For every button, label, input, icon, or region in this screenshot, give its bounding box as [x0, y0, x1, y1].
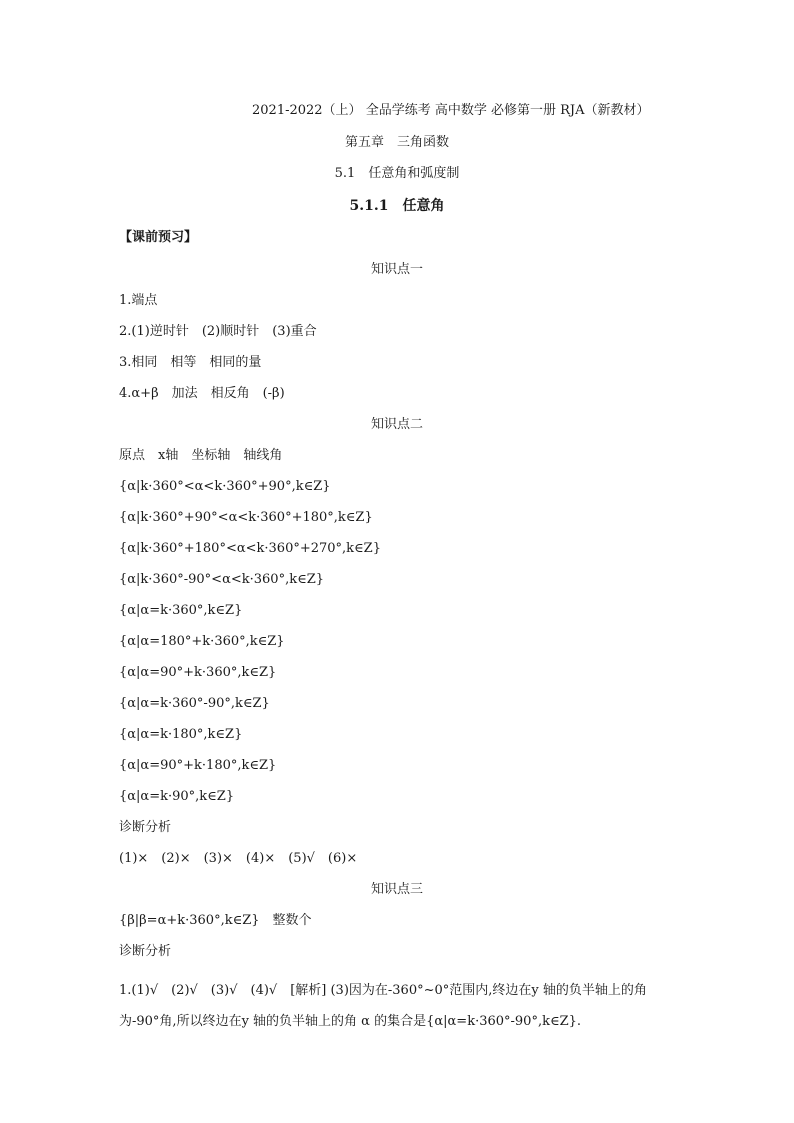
kp2-line-4: {α|k·360°+180°<α<k·360°+270°,k∈Z}: [119, 541, 381, 556]
kp2-diag-label: 诊断分析: [119, 820, 172, 835]
kp2-line-8: {α|α=90°+k·360°,k∈Z}: [119, 665, 277, 680]
kp2-line-11: {α|α=90°+k·180°,k∈Z}: [119, 758, 277, 773]
kp3-line-1: {β|β=α+k·360°,k∈Z} 整数个: [119, 913, 312, 928]
kp2-line-1: 原点 x轴 坐标轴 轴线角: [119, 448, 283, 463]
kp2-line-5: {α|k·360°-90°<α<k·360°,k∈Z}: [119, 572, 325, 587]
kp2-line-10: {α|α=k·180°,k∈Z}: [119, 727, 243, 742]
preview-heading: 【课前预习】: [119, 230, 198, 245]
subsection-title: 5.1.1 任意角: [349, 198, 445, 214]
kp1-line-2: 2.(1)逆时针 (2)顺时针 (3)重合: [119, 324, 317, 339]
kp2-line-3: {α|k·360°+90°<α<k·360°+180°,k∈Z}: [119, 510, 373, 525]
kp2-heading: 知识点二: [370, 417, 423, 432]
kp2-line-7: {α|α=180°+k·360°,k∈Z}: [119, 634, 285, 649]
kp3-heading: 知识点三: [370, 882, 423, 897]
kp2-line-12: {α|α=k·90°,k∈Z}: [119, 789, 235, 804]
kp3-diag-text: 1.(1)√ (2)√ (3)√ (4)√ [解析] (3)因为在-360°~0°范围内,终边在y 轴的负半轴上的角为-90°角,所以终边在y 轴的负半轴上的角 α 的集合是{α|α=k·360°-90°,k∈Z}.: [119, 983, 647, 1029]
running-header: 2021-2022（上） 全品学练考 高中数学 必修第一册 RJA（新教材）: [252, 103, 650, 118]
chapter-title: 第五章 三角函数: [344, 135, 449, 150]
kp2-diag-answers: (1)× (2)× (3)× (4)× (5)√ (6)×: [119, 851, 358, 866]
kp1-line-1: 1.端点: [119, 293, 158, 308]
kp3-diag-label: 诊断分析: [119, 944, 172, 959]
kp2-line-2: {α|k·360°<α<k·360°+90°,k∈Z}: [119, 479, 331, 494]
kp1-line-4: 4.α+β 加法 相反角 (-β): [119, 386, 285, 401]
kp1-heading: 知识点一: [370, 262, 423, 277]
kp2-line-9: {α|α=k·360°-90°,k∈Z}: [119, 696, 270, 711]
kp1-line-3: 3.相同 相等 相同的量: [119, 355, 262, 370]
kp2-line-6: {α|α=k·360°,k∈Z}: [119, 603, 243, 618]
section-title: 5.1 任意角和弧度制: [334, 166, 460, 181]
